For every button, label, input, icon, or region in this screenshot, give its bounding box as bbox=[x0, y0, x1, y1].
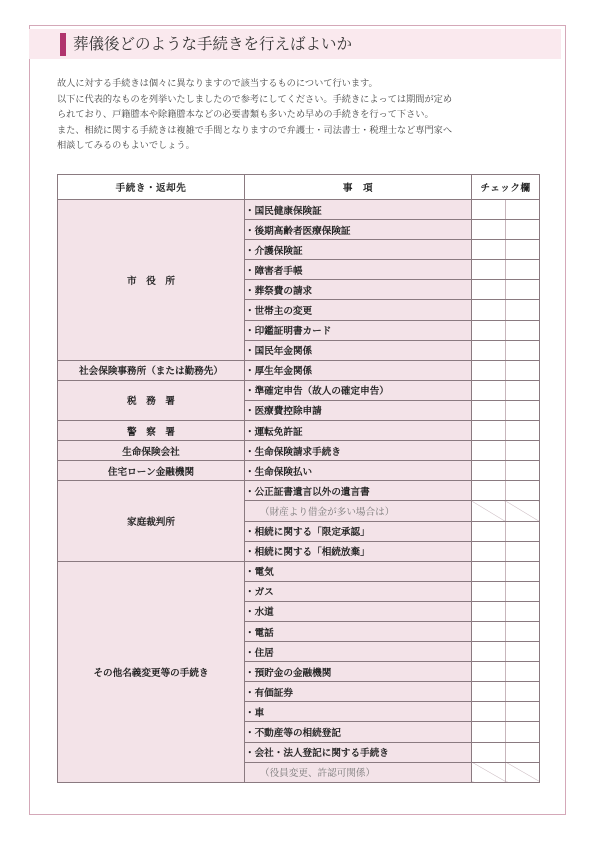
check-cell[interactable] bbox=[472, 340, 506, 360]
item-cell: ・会社・法人登記に関する手続き bbox=[245, 742, 472, 762]
item-cell: ・医療費控除申請 bbox=[245, 400, 472, 420]
check-cell[interactable] bbox=[472, 220, 506, 240]
item-cell: ・厚生年金関係 bbox=[245, 360, 472, 380]
check-cell[interactable] bbox=[472, 441, 506, 461]
item-cell: ・葬祭費の請求 bbox=[245, 280, 472, 300]
check-cell[interactable] bbox=[506, 601, 540, 621]
category-cell: 市 役 所 bbox=[58, 200, 245, 361]
title-accent-bar bbox=[60, 33, 66, 56]
item-cell: ・車 bbox=[245, 702, 472, 722]
check-cell[interactable] bbox=[506, 421, 540, 441]
item-cell: ・生命保険請求手続き bbox=[245, 441, 472, 461]
item-cell: ・水道 bbox=[245, 601, 472, 621]
check-cell-disabled bbox=[506, 762, 540, 782]
intro-line: また、相続に関する手続きは複雑で手間となりますので弁護士・司法書士・税理士など専門家へ bbox=[57, 124, 453, 136]
category-cell: 税 務 署 bbox=[58, 380, 245, 420]
table-row bbox=[58, 441, 540, 461]
check-cell[interactable] bbox=[506, 260, 540, 280]
check-cell[interactable] bbox=[472, 682, 506, 702]
category-cell: 家庭裁判所 bbox=[58, 481, 245, 561]
item-cell: ・住居 bbox=[245, 642, 472, 662]
category-cell: 生命保険会社 bbox=[58, 441, 245, 461]
table-header-row bbox=[58, 175, 540, 200]
check-cell[interactable] bbox=[472, 702, 506, 722]
check-cell[interactable] bbox=[506, 481, 540, 501]
check-cell[interactable] bbox=[472, 461, 506, 481]
check-cell[interactable] bbox=[472, 400, 506, 420]
item-cell: ・相続に関する「相続放棄」 bbox=[245, 541, 472, 561]
check-cell[interactable] bbox=[506, 340, 540, 360]
table-row bbox=[58, 380, 540, 400]
item-cell: ・相続に関する「限定承認」 bbox=[245, 521, 472, 541]
table-row bbox=[58, 461, 540, 481]
category-cell: 社会保険事務所（または勤務先） bbox=[58, 360, 245, 380]
intro-line: られており、戸籍謄本や除籍謄本などの必要書類も多いため早めの手続きを行って下さい。 bbox=[57, 109, 434, 120]
item-cell: ・不動産等の相続登記 bbox=[245, 722, 472, 742]
check-cell[interactable] bbox=[472, 621, 506, 641]
item-note: （財産より借金が多い場合は） bbox=[245, 501, 472, 521]
item-cell: ・運転免許証 bbox=[245, 421, 472, 441]
item-cell: ・生命保険払い bbox=[245, 461, 472, 481]
check-cell[interactable] bbox=[506, 642, 540, 662]
item-cell: ・ガス bbox=[245, 581, 472, 601]
check-cell[interactable] bbox=[506, 662, 540, 682]
check-cell[interactable] bbox=[472, 521, 506, 541]
check-cell[interactable] bbox=[506, 240, 540, 260]
table-row bbox=[58, 421, 540, 441]
item-cell: ・有価証券 bbox=[245, 682, 472, 702]
item-note: （役員変更、許認可関係） bbox=[245, 762, 472, 782]
check-cell[interactable] bbox=[472, 561, 506, 581]
item-cell: ・国民年金関係 bbox=[245, 340, 472, 360]
item-cell: ・公正証書遺言以外の遺言書 bbox=[245, 481, 472, 501]
check-cell[interactable] bbox=[472, 581, 506, 601]
item-cell: ・準確定申告（故人の確定申告） bbox=[245, 380, 472, 400]
check-cell[interactable] bbox=[472, 742, 506, 762]
check-cell[interactable] bbox=[506, 220, 540, 240]
check-cell[interactable] bbox=[472, 541, 506, 561]
item-cell: ・介護保険証 bbox=[245, 240, 472, 260]
check-cell[interactable] bbox=[506, 320, 540, 340]
check-cell[interactable] bbox=[472, 380, 506, 400]
procedure-table bbox=[57, 174, 540, 783]
check-cell[interactable] bbox=[506, 400, 540, 420]
check-cell[interactable] bbox=[506, 360, 540, 380]
category-cell: 警 察 署 bbox=[58, 421, 245, 441]
item-cell: ・後期高齢者医療保険証 bbox=[245, 220, 472, 240]
category-cell: 住宅ローン金融機関 bbox=[58, 461, 245, 481]
check-cell[interactable] bbox=[506, 682, 540, 702]
table-row bbox=[58, 200, 540, 220]
category-cell: その他名義変更等の手続き bbox=[58, 561, 245, 782]
check-cell[interactable] bbox=[472, 260, 506, 280]
check-cell[interactable] bbox=[506, 541, 540, 561]
table-row bbox=[58, 561, 540, 581]
check-cell[interactable] bbox=[506, 380, 540, 400]
check-cell[interactable] bbox=[506, 461, 540, 481]
intro-line: 以下に代表的なものを列挙いたしましたので参考にしてください。手続きによっては期間が定め bbox=[57, 93, 453, 105]
check-cell[interactable] bbox=[506, 441, 540, 461]
check-cell[interactable] bbox=[472, 642, 506, 662]
item-cell: ・印鑑証明書カード bbox=[245, 320, 472, 340]
item-cell: ・預貯金の金融機関 bbox=[245, 662, 472, 682]
check-cell[interactable] bbox=[472, 280, 506, 300]
check-cell[interactable] bbox=[506, 561, 540, 581]
check-cell[interactable] bbox=[506, 742, 540, 762]
header-destination: 手続き・返却先 bbox=[58, 175, 245, 200]
check-cell[interactable] bbox=[472, 240, 506, 260]
intro-line: 相談してみるのもよいでしょう。 bbox=[57, 140, 195, 151]
intro-text bbox=[57, 76, 552, 154]
check-cell-disabled bbox=[472, 762, 506, 782]
item-cell: ・障害者手帳 bbox=[245, 260, 472, 280]
check-cell[interactable] bbox=[506, 702, 540, 722]
item-cell: ・電気 bbox=[245, 561, 472, 581]
check-cell[interactable] bbox=[506, 722, 540, 742]
check-cell[interactable] bbox=[506, 621, 540, 641]
check-cell[interactable] bbox=[472, 320, 506, 340]
item-cell: ・世帯主の変更 bbox=[245, 300, 472, 320]
check-cell[interactable] bbox=[472, 601, 506, 621]
check-cell[interactable] bbox=[472, 481, 506, 501]
check-cell[interactable] bbox=[472, 421, 506, 441]
item-cell: ・国民健康保険証 bbox=[245, 200, 472, 220]
check-cell[interactable] bbox=[472, 360, 506, 380]
check-cell[interactable] bbox=[506, 280, 540, 300]
header-item: 事 項 bbox=[245, 175, 472, 200]
check-cell[interactable] bbox=[506, 521, 540, 541]
page-title: 葬儀後どのような手続きを行えばよいか bbox=[73, 35, 353, 53]
table-body bbox=[58, 200, 540, 783]
check-cell-disabled bbox=[506, 501, 540, 521]
check-cell[interactable] bbox=[472, 200, 506, 220]
table-row bbox=[58, 360, 540, 380]
item-cell: ・電話 bbox=[245, 621, 472, 641]
check-cell[interactable] bbox=[506, 581, 540, 601]
check-cell[interactable] bbox=[506, 300, 540, 320]
check-cell[interactable] bbox=[472, 300, 506, 320]
check-cell[interactable] bbox=[472, 722, 506, 742]
check-cell-disabled bbox=[472, 501, 506, 521]
check-cell[interactable] bbox=[506, 200, 540, 220]
header-check: チェック欄 bbox=[472, 175, 540, 200]
check-cell[interactable] bbox=[472, 662, 506, 682]
table-row bbox=[58, 481, 540, 501]
intro-line: 故人に対する手続きは個々に異なりますので該当するものについて行います。 bbox=[57, 78, 378, 89]
